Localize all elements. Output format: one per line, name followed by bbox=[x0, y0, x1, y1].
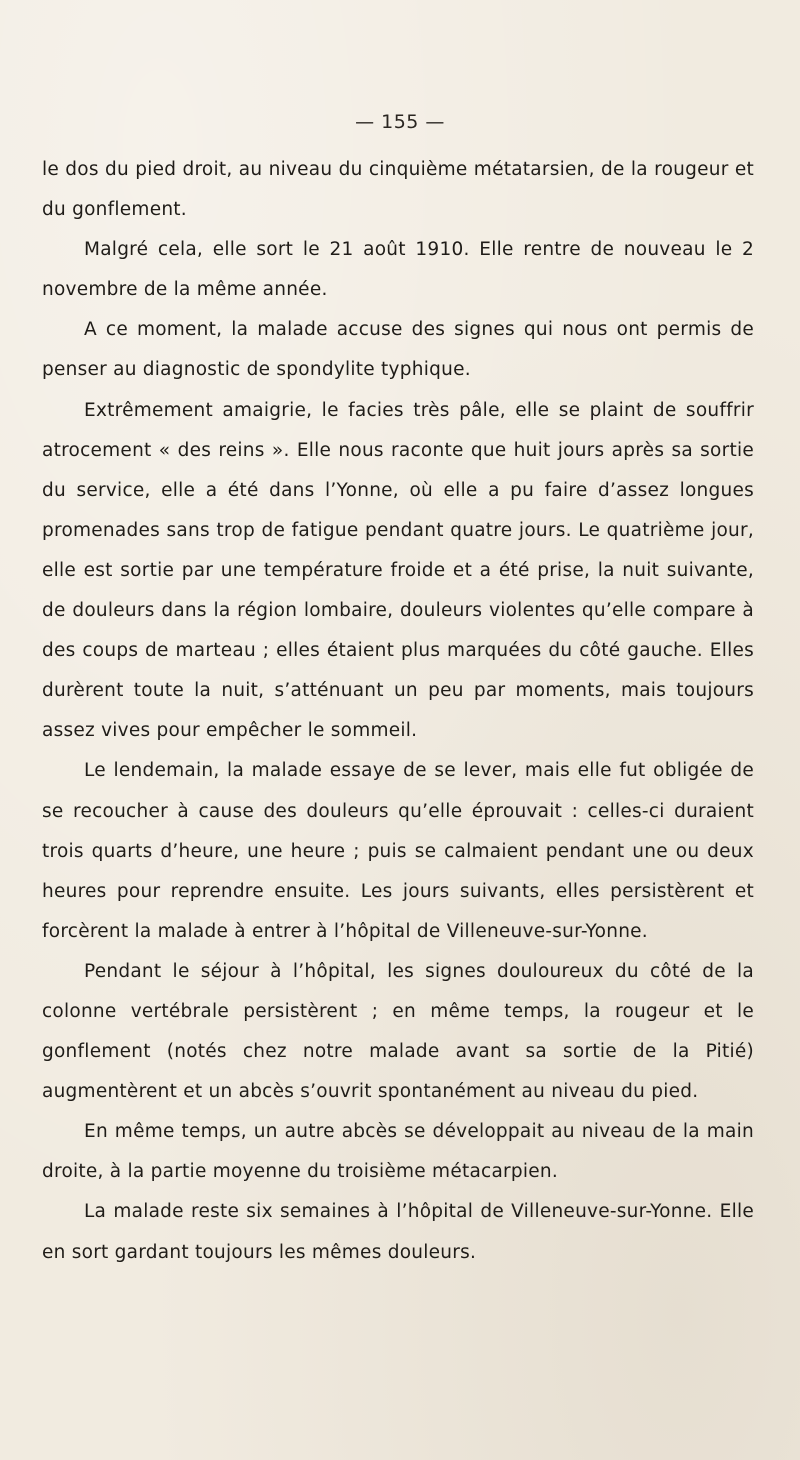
paragraph: Malgré cela, elle sort le 21 août 1910. Elle rentre de nouveau le 2 novembre de la même année. bbox=[42, 239, 754, 301]
paragraph: Extrêmement amaigrie, le facies très pâle, elle se plaint de souffrir atrocement « des reins ». Elle nous raconte que huit jours après sa sortie du service, elle a été dans l’Yonne, où elle a pu faire d’assez longues promenades sans trop de fatigue pendant quatre jours. Le quatrième jour, elle est sortie par une température froide et a été prise, la nuit suivante, de douleurs dans la région lombaire, douleurs violentes qu’elle compare à des coups de marteau ; elles étaient plus marquées du côté gauche. Elles durèrent toute la nuit, s’atténuant un peu par moments, mais toujours assez vives pour empêcher le sommeil. bbox=[42, 399, 754, 742]
paragraph: En même temps, un autre abcès se développait au niveau de la main droite, à la partie moyenne du troisième métacarpien. bbox=[42, 1121, 754, 1183]
paragraph: La malade reste six semaines à l’hôpital de Villeneuve-sur-Yonne. Elle en sort gardant toujours les mêmes douleurs. bbox=[42, 1201, 754, 1263]
paragraph: Pendant le séjour à l’hôpital, les signes douloureux du côté de la colonne vertébrale persistèrent ; en même temps, la rougeur et le gonflement (notés chez notre malade avant sa sortie de la Pitié) augmentèrent et un abcès s’ouvrit spontanément au niveau du pied. bbox=[42, 960, 754, 1103]
page-number: — 155 — bbox=[355, 111, 445, 133]
body-text bbox=[42, 150, 754, 1273]
paragraph: A ce moment, la malade accuse des signes qui nous ont permis de penser au diagnostic de spondylite typhique. bbox=[42, 319, 754, 381]
paragraph: Le lendemain, la malade essaye de se lever, mais elle fut obligée de se recoucher à cause des douleurs qu’elle éprouvait : celles-ci duraient trois quarts d’heure, une heure ; puis se calmaient pendant une ou deux heures pour reprendre ensuite. Les jours suivants, elles persistèrent et forcèrent la malade à entrer à l’hôpital de Villeneuve-sur-Yonne. bbox=[42, 760, 754, 942]
paragraph: le dos du pied droit, au niveau du cinquième métatarsien, de la rougeur et du gonflement. bbox=[42, 159, 754, 221]
